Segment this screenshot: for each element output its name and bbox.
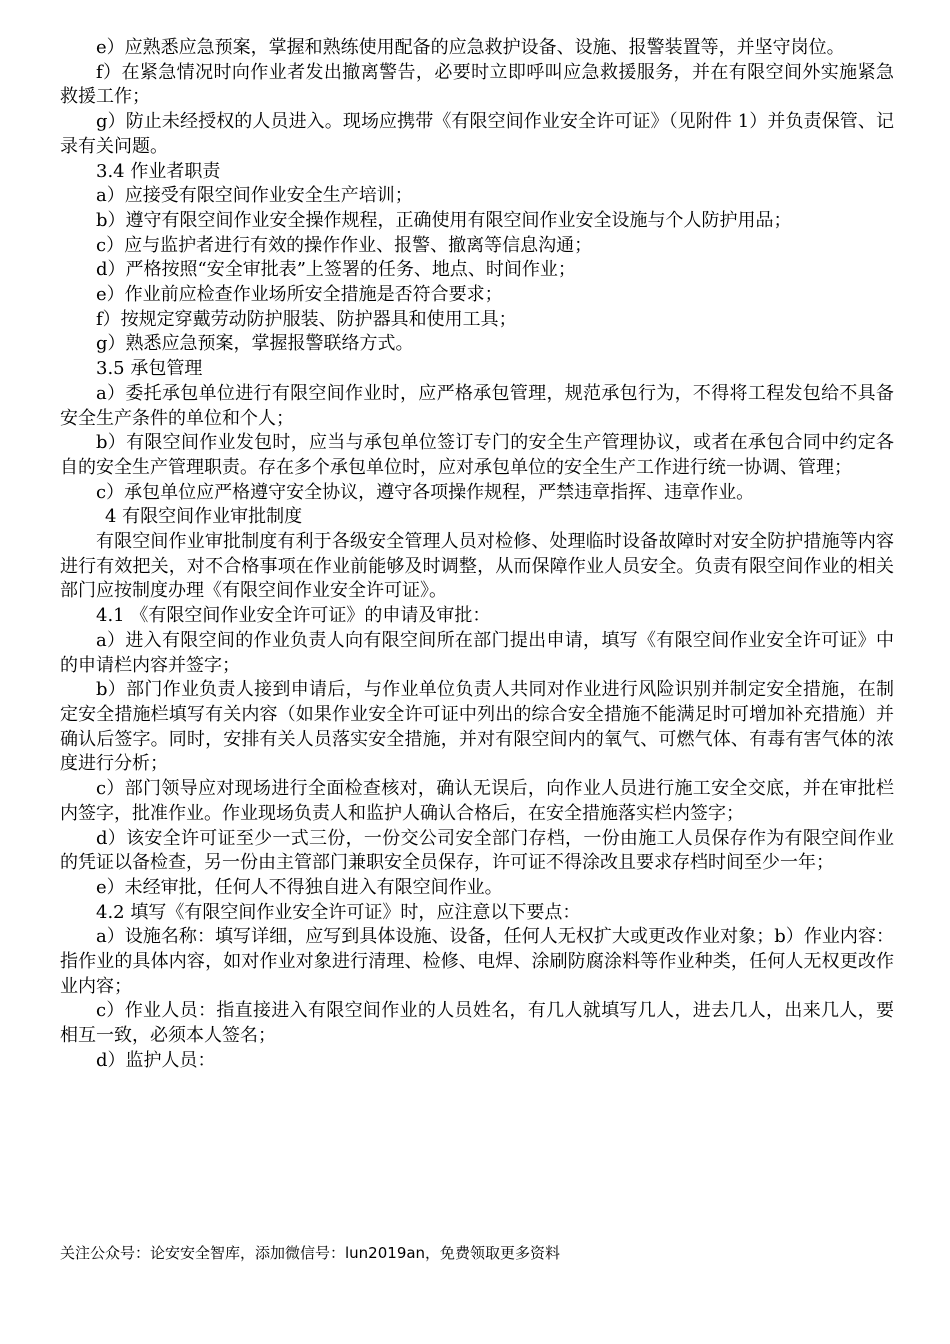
paragraph-4-2-c: c）作业人员：指直接进入有限空间作业的人员姓名，有几人就填写几人，进去几人，出来几人，要相互一致，必须本人签名； bbox=[60, 1000, 894, 1047]
paragraph-4-1-d: d）该安全许可证至少一式三份，一份交公司安全部门存档，一份由施工人员保存作为有限空间作业的凭证以备检查，另一份由主管部门兼职安全员保存，许可证不得涂改且要求存档时间至少一年； bbox=[60, 827, 894, 874]
paragraph-4-1-e: e）未经审批，任何人不得独自进入有限空间作业。 bbox=[96, 876, 503, 898]
paragraph-3-4-d: d）严格按照“安全审批表”上签署的任务、地点、时间作业； bbox=[96, 259, 576, 281]
paragraph-4-2-a-b: a）设施名称：填写详细，应写到具体设施、设备，任何人无权扩大或更改作业对象；b）作业内容：指作业的具体内容，如对作业对象进行清理、检修、电焊、涂刷防腐涂料等作业种类，任何人无权更改作业内容； bbox=[60, 926, 894, 997]
paragraph-3-4-b: b）遵守有限空间作业安全操作规程，正确使用有限空间作业安全设施与个人防护用品； bbox=[96, 209, 792, 231]
paragraph-3-3-g: g）防止未经授权的人员进入。现场应携带《有限空间作业安全许可证》（见附件 1）并负责保管、记录有关问题。 bbox=[60, 111, 894, 157]
section-heading-3-5: 3.5 承包管理 bbox=[96, 358, 203, 380]
paragraph-3-4-f: f）按规定穿戴劳动防护服装、防护器具和使用工具； bbox=[96, 308, 517, 330]
paragraph-4-intro: 有限空间作业审批制度有利于各级安全管理人员对检修、处理临时设备故障时对安全防护措施等内容进行有效把关，对不合格事项在作业前能够及时调整，从而保障作业人员安全。负责有限空间作业的相关部门应按制度办理《有限空间作业安全许可证》。 bbox=[60, 531, 894, 602]
paragraph-3-3-f: f）在紧急情况时向作业者发出撤离警告，必要时立即呼叫应急救援服务，并在有限空间外实施紧急救援工作； bbox=[60, 61, 894, 108]
section-heading-4: 4 有限空间作业审批制度 bbox=[105, 506, 303, 528]
paragraph-3-5-b: b）有限空间作业发包时，应当与承包单位签订专门的安全生产管理协议，或者在承包合同中约定各自的安全生产管理职责。存在多个承包单位时，应对承包单位的安全生产工作进行统一协调、管理； bbox=[60, 432, 894, 478]
paragraph-4-1-b: b）部门作业负责人接到申请后，与作业单位负责人共同对作业进行风险识别并制定安全措施，在制定安全措施栏填写有关内容（如果作业安全许可证中列出的综合安全措施不能满足时可增加补充措施）并确认后签字。同时，安排有关人员落实安全措施，并对有限空间内的氧气、可燃气体、有毒有害气体的浓度进行分析； bbox=[60, 679, 894, 775]
paragraph-3-4-e: e）作业前应检查作业场所安全措施是否符合要求； bbox=[96, 284, 503, 306]
paragraph-3-4-c: c）应与监护者进行有效的操作作业、报警、撤离等信息沟通； bbox=[96, 234, 593, 256]
paragraph-4-1-c: c）部门领导应对现场进行全面检查核对，确认无误后，向作业人员进行施工安全交底，并在审批栏内签字，批准作业。作业现场负责人和监护人确认合格后，在安全措施落实栏内签字； bbox=[60, 778, 894, 824]
document-body bbox=[60, 36, 894, 1074]
section-heading-4-1: 4.1 《有限空间作业安全许可证》的申请及审批： bbox=[96, 605, 491, 627]
paragraph-3-4-a: a）应接受有限空间作业安全生产培训； bbox=[96, 185, 413, 207]
paragraph-4-2-d: d）监护人员： bbox=[96, 1049, 216, 1071]
footer-promo-text: 关注公众号：论安安全智库，添加微信号：lun2019an，免费领取更多资料 bbox=[60, 1244, 561, 1262]
paragraph-3-3-e: e）应熟悉应急预案，掌握和熟练使用配备的应急救护设备、设施、报警装置等，并坚守岗位。 bbox=[96, 37, 845, 58]
paragraph-3-5-a: a）委托承包单位进行有限空间作业时，应严格承包管理，规范承包行为，不得将工程发包给不具备安全生产条件的单位和个人； bbox=[60, 382, 894, 429]
section-heading-4-2: 4.2 填写《有限空间作业安全许可证》时，应注意以下要点： bbox=[96, 901, 581, 923]
paragraph-3-4-g: g）熟悉应急预案，掌握报警联络方式。 bbox=[96, 333, 414, 355]
paragraph-4-1-a: a）进入有限空间的作业负责人向有限空间所在部门提出申请，填写《有限空间作业安全许可证》中的申请栏内容并签字； bbox=[60, 629, 894, 676]
section-heading-3-4: 3.4 作业者职责 bbox=[96, 160, 221, 182]
paragraph-3-5-c: c）承包单位应严格遵守安全协议，遵守各项操作规程，严禁违章指挥、违章作业。 bbox=[96, 481, 755, 503]
